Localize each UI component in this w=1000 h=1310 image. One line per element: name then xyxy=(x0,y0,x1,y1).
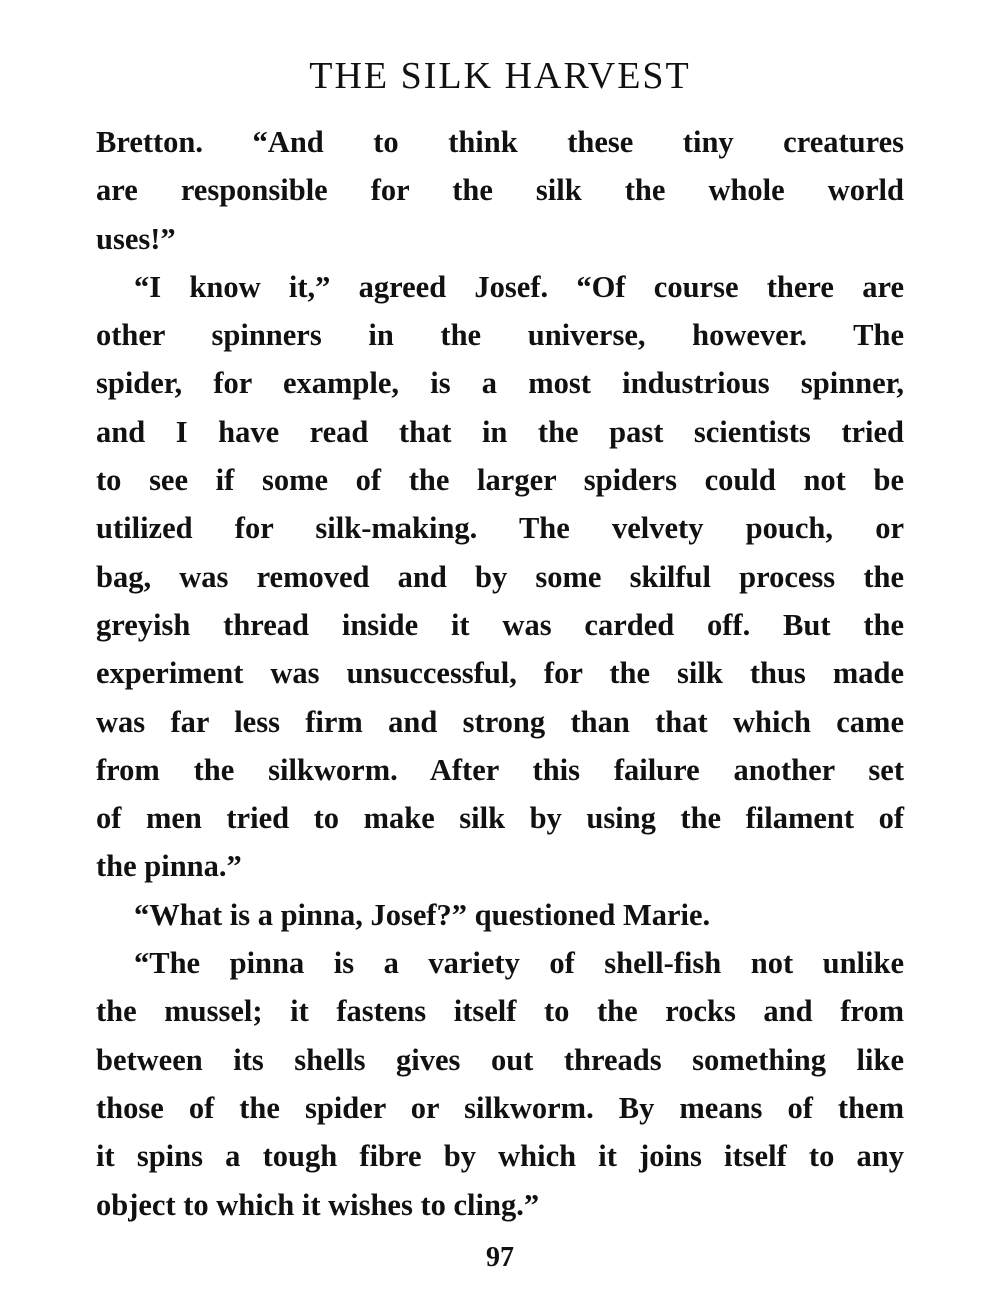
body-text xyxy=(96,118,904,1229)
text-line: between its shells gives out threads something like xyxy=(96,1042,904,1077)
text-line: experiment was unsuccessful, for the silk thus made xyxy=(96,656,904,691)
text-line: spider, for example, is a most industrious spinner, xyxy=(96,366,904,401)
text-line: bag, was removed and by some skilful process the xyxy=(96,559,904,594)
text-line: was far less firm and strong than that which came xyxy=(96,704,904,739)
running-head: THE SILK HARVEST xyxy=(309,55,691,97)
text-line: to see if some of the larger spiders could not be xyxy=(96,463,904,498)
text-line: greyish thread inside it was carded off. But the xyxy=(96,607,904,642)
text-line: “The pinna is a variety of shell-fish not unlike xyxy=(134,946,904,981)
page-number: 97 xyxy=(486,1242,514,1273)
text-line: the pinna.” xyxy=(96,849,242,884)
text-line: other spinners in the universe, however. The xyxy=(96,318,904,353)
text-line: are responsible for the silk the whole world xyxy=(96,173,904,208)
text-line: “What is a pinna, Josef?” questioned Marie. xyxy=(134,897,711,932)
text-line: uses!” xyxy=(96,221,176,256)
text-line: and I have read that in the past scientists tried xyxy=(96,414,904,449)
text-line: the mussel; it fastens itself to the rocks and from xyxy=(96,994,904,1029)
text-line: utilized for silk-making. The velvety pouch, or xyxy=(96,511,904,546)
text-line: object to which it wishes to cling.” xyxy=(96,1187,540,1222)
text-line: “I know it,” agreed Josef. “Of course there are xyxy=(134,269,904,304)
text-line: it spins a tough fibre by which it joins itself to any xyxy=(96,1139,904,1174)
text-line: Bretton. “And to think these tiny creatures xyxy=(96,125,904,159)
text-line: of men tried to make silk by using the filament of xyxy=(96,801,904,836)
text-line: those of the spider or silkworm. By means of them xyxy=(96,1090,904,1125)
text-line: from the silkworm. After this failure another set xyxy=(96,752,904,787)
